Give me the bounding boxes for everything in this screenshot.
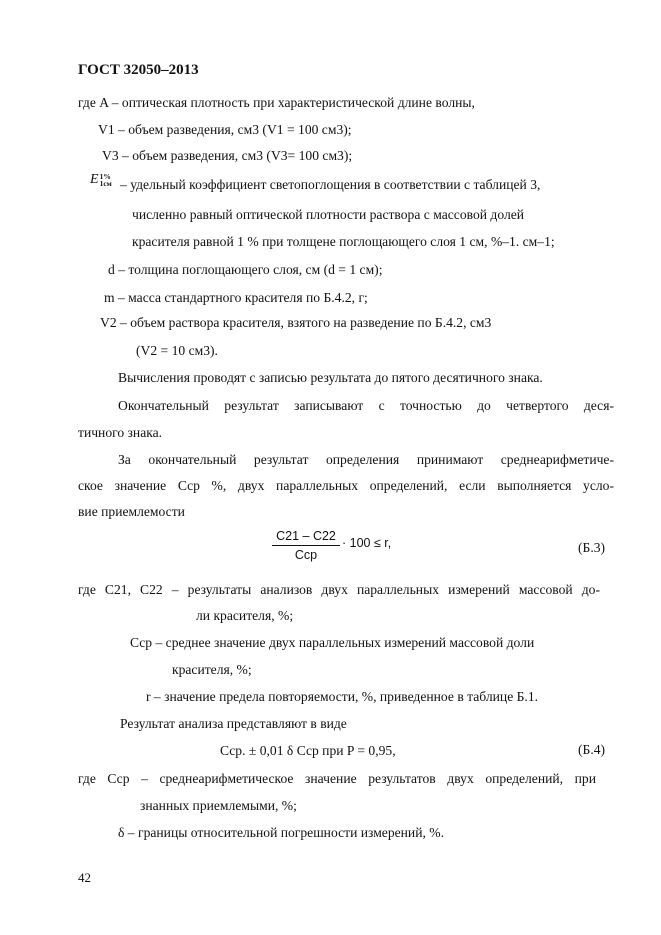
text-line: V2 – объем раствора красителя, взятого на разведение по Б.4.2, см3	[100, 315, 492, 330]
text-line: где A – оптическая плотность при характеристической длине волны,	[78, 95, 475, 110]
specific-absorption-symbol: E1% 1см	[90, 171, 112, 188]
formula-b3-numerator: С21 – С22	[272, 528, 340, 546]
text-line: знанных приемлемыми, %;	[140, 798, 297, 813]
formula-b3-denominator: Сср	[294, 548, 318, 562]
text-line: d – толщина поглощающего слоя, см (d = 1 см);	[108, 262, 383, 277]
formula-b3-rest: · 100 ≤ r,	[342, 536, 392, 550]
paragraph-line: тичного знака.	[78, 425, 163, 440]
text-line: δ – границы относительной погрешности измерений, %.	[118, 825, 445, 840]
paragraph-line: ское значение Сср %, двух параллельных определений, если выполняется усло-	[78, 478, 614, 493]
formula-b3-fraction	[272, 528, 340, 563]
text-line: красителя равной 1 % при толщене поглощающего слоя 1 см, %–1. см–1;	[132, 234, 555, 249]
text-line: Сср – среднее значение двух параллельных измерений массовой доли	[130, 635, 535, 650]
document-header: ГОСТ 32050–2013	[78, 62, 199, 78]
text-line: ли красителя, %;	[196, 608, 294, 623]
text-line: численно равный оптической плотности раствора с массовой долей	[132, 207, 525, 222]
paragraph-line: вие приемлемости	[78, 504, 185, 519]
text-line: (V2 = 10 см3).	[136, 343, 218, 358]
paragraph-line: Вычисления проводят с записью результата до пятого десятичного знака.	[118, 370, 543, 385]
paragraph-line: За окончательный результат определения принимают среднеарифметиче-	[118, 452, 614, 467]
text-line: Результат анализа представляют в виде	[120, 716, 347, 731]
formula-b4: Сср. ± 0,01 δ Сср при P = 0,95,	[220, 743, 396, 758]
text-line: V1 – объем разведения, см3 (V1 = 100 см3);	[98, 122, 352, 137]
page-number: 42	[78, 870, 91, 885]
text-line: V3 – объем разведения, см3 (V3= 100 см3);	[102, 148, 353, 163]
text-line: где С21, С22 – результаты анализов двух параллельных измерений массовой до-	[78, 582, 600, 597]
formula-b4-number: (Б.4)	[578, 742, 606, 757]
text-line: m – масса стандартного красителя по Б.4.2, г;	[104, 290, 368, 305]
text-line: где Сср – среднеарифметическое значение результатов двух определений, при	[78, 771, 596, 786]
text-line: – удельный коэффициент светопоглощения в соответствии с таблицей 3,	[120, 177, 541, 192]
text-line: красителя, %;	[172, 662, 252, 677]
text-line: r – значение предела повторяемости, %, приведенное в таблице Б.1.	[146, 689, 539, 704]
formula-b3-number: (Б.3)	[578, 540, 606, 555]
paragraph-line: Окончательный результат записывают с точностью до четвертого деся-	[118, 398, 614, 413]
